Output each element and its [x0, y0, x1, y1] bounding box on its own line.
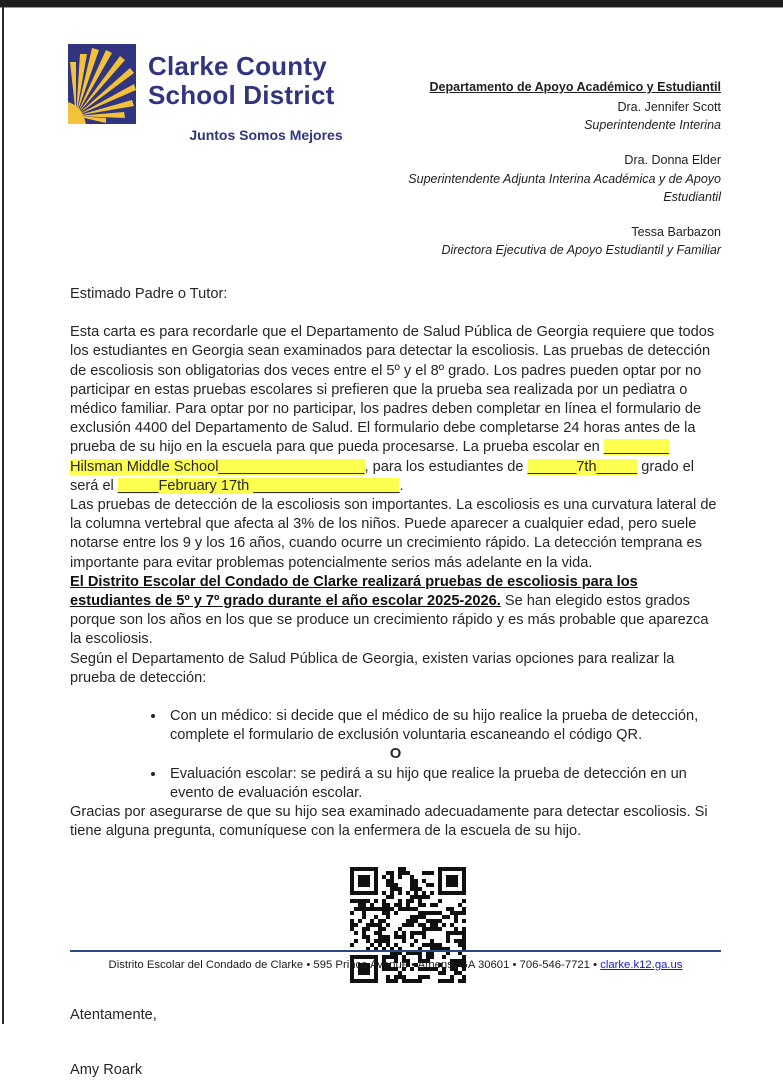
scan-edge-top [0, 0, 783, 8]
highlight-grade: ______7th_____ [527, 458, 638, 475]
options-list [70, 707, 721, 745]
contact-group [384, 223, 721, 259]
qr-code [350, 867, 466, 989]
contact-group [384, 78, 721, 134]
district-name-line1: Clarke County [148, 51, 327, 81]
letter-page [4, 8, 783, 1078]
paragraph-announcement [70, 573, 721, 650]
paragraph-thanks: Gracias por asegurarse de que su hijo sea examinado adecuadamente para detectar escoliosis. Si tiene alguna pregunta, comuníquese con la enfermera de la escuela de su hijo. [70, 804, 708, 840]
options-list [70, 765, 721, 803]
department-title: Departamento de Apoyo Académico y Estudiantil [429, 80, 721, 94]
closing: Atentamente, [70, 1006, 157, 1023]
district-tagline: Juntos Somos Mejores [189, 127, 343, 143]
contact-name: Tessa Barbazon [631, 224, 721, 239]
paragraph-intro-text: Esta carta es para recordarle que el Departamento de Salud Pública de Georgia requiere que todos los estudiantes en Georgia sean examinados para detectar la escoliosis. Las pruebas de detección de escoliosis son obligatorias dos veces entre el 5º y el 8º grado. Los padres pueden optar por no participar en estas pruebas escolares si prefieren que la prueba sea realizada por un pediatra o médico familiar. Para optar por no participar, los padres deben completar en línea el formulario de exclusión 4400 del Departamento de Salud. El formulario debe completarse 24 horas antes de la prueba de su hijo en la escuela para que pueda procesarse. La prueba escolar en [70, 324, 715, 456]
paragraph-importance: Las pruebas de detección de la escoliosis son importantes. La escoliosis es una curvatura lateral de la columna vertebral que afecta al 3% de los niños. Puede aparecer a cualquier edad, pero suele notarse entre los 9 y los 16 años, cuando ocurre un crecimiento rápido. La detección temprana es importante para evitar problemas potencialmente serios más adelante en la vida. [70, 497, 717, 571]
contact-name: Dra. Donna Elder [624, 153, 721, 168]
district-name-line2: School District [148, 79, 335, 110]
letter-header [4, 8, 783, 259]
district-name [148, 44, 334, 109]
highlight-school-name: ________ Hilsman Middle School__________________ [70, 439, 669, 475]
footer-divider [70, 950, 721, 952]
paragraph-intro-mid1: , para los estudiantes de [364, 458, 528, 475]
salutation: Estimado Padre o Tutor: [70, 286, 228, 302]
footer-text [70, 959, 721, 971]
announcement-rest-text: Se han elegido estos grados porque son los años en los que se produce un crecimiento rápido y es más probable que aparezca la escoliosis. [70, 593, 709, 648]
paragraph-intro-mid2: grado el será el [70, 458, 694, 494]
signature-name: Amy Roark [70, 1061, 143, 1078]
sunburst-logo-icon [68, 44, 136, 124]
highlight-date: _____February 17th __________________ [117, 477, 400, 494]
list-item-school-eval: • Evaluación escolar: se pedirá a su hijo que realice la prueba de detección en un evento de evaluación escolar. [166, 765, 721, 803]
contact-group [384, 151, 721, 205]
letter-footer [70, 950, 721, 971]
contact-block [384, 78, 721, 259]
list-item-doctor: • Con un médico: si decide que el médico de su hijo realice la prueba de detección, complete el formulario de exclusión voluntaria escaneando el código QR. [166, 707, 721, 745]
district-website-link[interactable]: clarke.k12.ga.us [600, 959, 683, 971]
contact-name: Dra. Jennifer Scott [617, 100, 721, 115]
contact-title: Directora Ejecutiva de Apoyo Estudiantil y Familiar [441, 242, 721, 257]
contact-title: Superintendente Interina [584, 118, 721, 133]
paragraph-intro [70, 323, 721, 496]
announcement-bold-text: El Distrito Escolar del Condado de Clarke realizará pruebas de escoliosis para los estudiantes de 5º y 7º grado durante el año escolar 2025-2026. [70, 573, 638, 610]
footer-address: Distrito Escolar del Condado de Clarke • 595 Prince Avenue • Athens, GA 30601 • 706-546-7721 • [108, 959, 601, 971]
district-logo [68, 44, 384, 143]
paragraph-options: Según el Departamento de Salud Pública de Georgia, existen varias opciones para realizar la prueba de detección: [70, 650, 675, 686]
or-separator: O [389, 746, 402, 763]
contact-title: Superintendente Adjunta Interina Académica y de Apoyo Estudiantil [408, 171, 721, 204]
paragraph-intro-end: . [399, 477, 404, 494]
